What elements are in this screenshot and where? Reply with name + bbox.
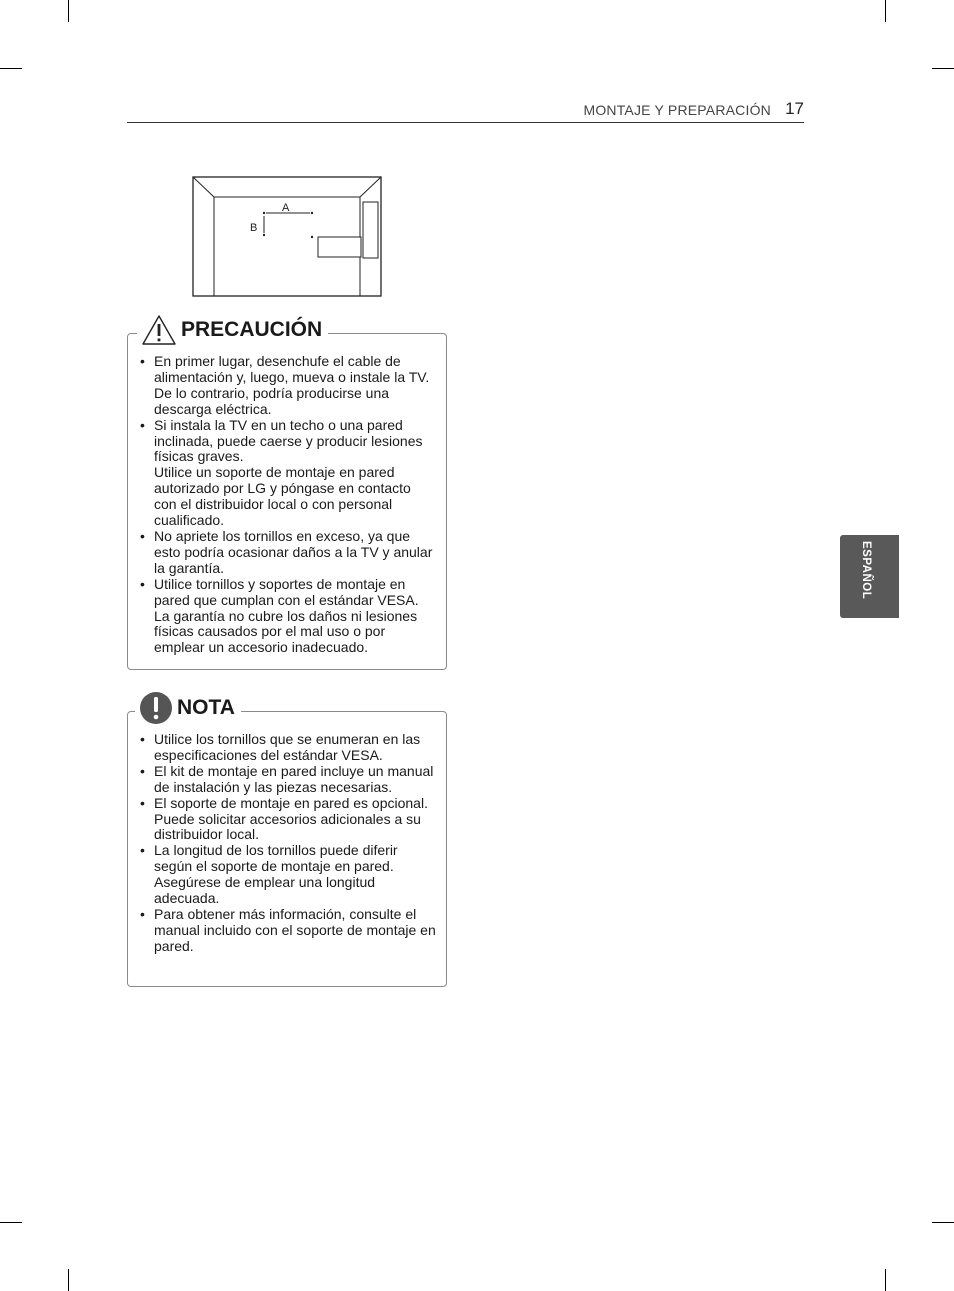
note-item: • El soporte de montaje en pared es opcional. Puede solicitar accesorios adicionales a su distribuidor local. bbox=[140, 796, 436, 844]
crop-mark bbox=[885, 0, 886, 22]
crop-mark bbox=[885, 1269, 886, 1291]
crop-mark bbox=[932, 1222, 954, 1223]
section-title: MONTAJE Y PREPARACIÓN bbox=[583, 102, 771, 118]
note-item: • El kit de montaje en pared incluye un manual de instalación y las piezas necesarias. bbox=[140, 764, 436, 796]
caution-list bbox=[140, 354, 436, 656]
crop-mark bbox=[0, 1222, 22, 1223]
caution-item: • Si instala la TV en un techo o una pared inclinada, puede caerse y producir lesiones físicas graves. Utilice un soporte de montaje en pared autorizado por LG y póngase en contacto con el distribuidor local o con personal cualificado. bbox=[140, 418, 436, 529]
dimension-label-a: A bbox=[282, 202, 290, 214]
note-title: NOTA bbox=[177, 696, 235, 719]
exclamation-circle-icon bbox=[139, 691, 173, 725]
page-header bbox=[127, 98, 804, 123]
note-list bbox=[140, 732, 436, 955]
language-tab bbox=[840, 535, 899, 618]
warning-triangle-icon bbox=[141, 314, 177, 346]
caution-heading bbox=[137, 310, 328, 350]
note-item: • La longitud de los tornillos puede diferir según el soporte de montaje en pared. Asegúrese de emplear una longitud adecuada. bbox=[140, 843, 436, 907]
dimension-label-b: B bbox=[250, 222, 258, 234]
tv-rear-diagram bbox=[192, 176, 382, 297]
caution-item: • Utilice tornillos y soportes de montaje en pared que cumplan con el estándar VESA. La garantía no cubre los daños ni lesiones físicas causados por el mal uso o por emplear un accesorio inadecuado. bbox=[140, 577, 436, 657]
crop-mark bbox=[0, 68, 22, 69]
crop-mark bbox=[932, 68, 954, 69]
note-heading bbox=[135, 688, 241, 728]
crop-mark bbox=[68, 1269, 69, 1291]
crop-mark bbox=[68, 0, 69, 22]
note-item: • Para obtener más información, consulte el manual incluido con el soporte de montaje en pared. bbox=[140, 907, 436, 955]
caution-item: • En primer lugar, desenchufe el cable de alimentación y, luego, mueva o instale la TV. De lo contrario, podría producirse una descarga eléctrica. bbox=[140, 354, 436, 418]
note-item: • Utilice los tornillos que se enumeran en las especificaciones del estándar VESA. bbox=[140, 732, 436, 764]
caution-box bbox=[127, 333, 447, 670]
note-box bbox=[127, 711, 447, 987]
language-label: ESPAÑOL bbox=[860, 541, 872, 600]
page-number: 17 bbox=[785, 99, 804, 118]
caution-item: • No apriete los tornillos en exceso, ya que esto podría ocasionar daños a la TV y anular la garantía. bbox=[140, 529, 436, 577]
caution-title: PRECAUCIÓN bbox=[181, 318, 323, 341]
